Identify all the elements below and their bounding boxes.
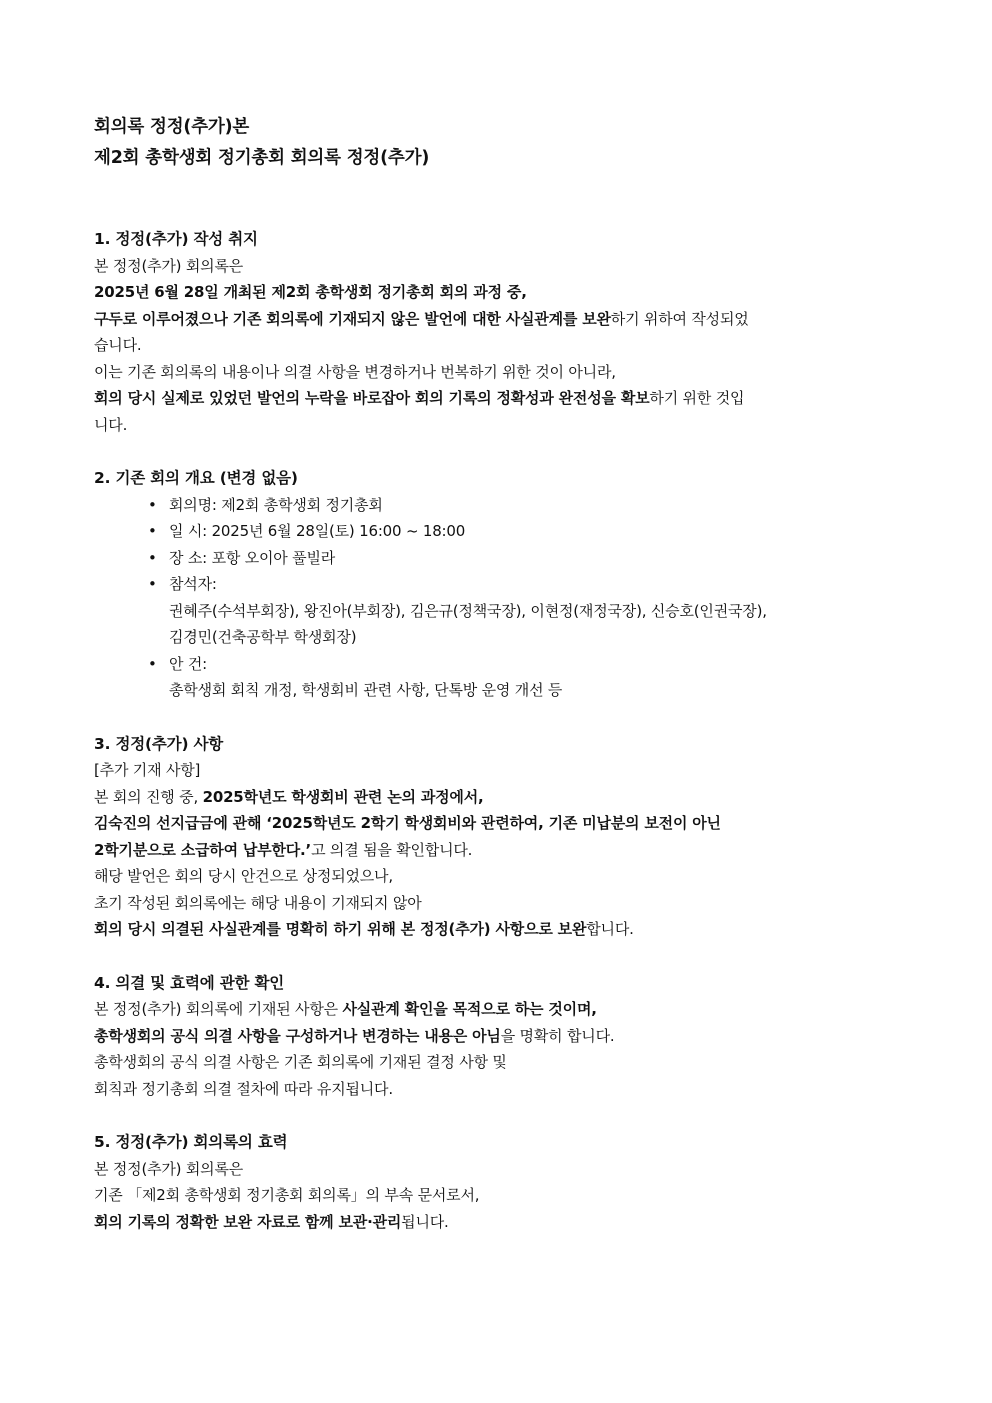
paragraph-line [94, 1023, 894, 1050]
list-item-meeting-name: • 회의명: 제2회 총학생회 정기총회 [148, 492, 894, 519]
paragraph-line [94, 784, 894, 811]
plain-text: 을 명확히 합니다. [500, 1026, 615, 1045]
paragraph-line: 회칙과 정기총회 의결 절차에 따라 유지됩니다. [94, 1079, 393, 1098]
document-body [94, 112, 894, 1235]
overview-list [94, 492, 894, 704]
bullet-icon: • [148, 654, 157, 673]
agenda-line: 총학생회 회칙 개정, 학생회비 관련 사항, 단톡방 운영 개선 등 [169, 681, 563, 699]
bold-text: 총학생회의 공식 의결 사항을 구성하거나 변경하는 내용은 아님 [94, 1026, 501, 1045]
bold-text: 회의 당시 실제로 있었던 발언의 누락을 바로잡아 회의 기록의 정확성과 완전성을 확보 [94, 389, 650, 407]
paragraph-line: 초기 작성된 회의록에는 해당 내용이 기재되지 않아 [94, 893, 422, 912]
paragraph-line: 2025년 6월 28일 개최된 제2회 총학생회 정기총회 회의 과정 중, [94, 283, 527, 301]
paragraph-line: 김숙진의 선지급금에 관해 ‘2025학년도 2학기 학생회비와 관련하여, 기존 미납분의 보전이 아닌 [94, 814, 721, 832]
section-heading: 3. 정정(추가) 사항 [94, 734, 224, 753]
section-purpose [94, 226, 894, 438]
paragraph-line [94, 916, 894, 943]
paragraph-line: 총학생회의 공식 의결 사항은 기존 회의록에 기재된 결정 사항 및 [94, 1053, 507, 1071]
bullet-icon: • [148, 495, 157, 514]
section-correction [94, 731, 894, 943]
paragraph-line: 이는 기존 회의록의 내용이나 의결 사항을 변경하거나 번복하기 위한 것이 아니라, [94, 362, 616, 381]
document-title-line2: 제2회 총학생회 정기총회 회의록 정정(추가) [94, 148, 430, 168]
paragraph-line: 습니다. [94, 336, 142, 354]
bold-text: 사실관계 확인을 목적으로 하는 것이며, [342, 1000, 597, 1018]
attendees-line: 김경민(건축공학부 학생회장) [169, 628, 357, 646]
paragraph-line [94, 306, 894, 333]
section-heading: 2. 기존 회의 개요 (변경 없음) [94, 469, 298, 487]
plain-text: 합니다. [586, 920, 634, 938]
paragraph-line: 해당 발언은 회의 당시 안건으로 상정되었으나, [94, 867, 393, 885]
section-heading: 5. 정정(추가) 회의록의 효력 [94, 1133, 288, 1151]
plain-text: 본 정정(추가) 회의록에 기재된 사항은 [94, 1000, 343, 1018]
attendees-line: 권혜주(수석부회장), 왕진아(부회장), 김은규(정책국장), 이현정(재정국장), 신승호(인권국장), [169, 601, 767, 620]
paragraph-line: 본 정정(추가) 회의록은 [94, 256, 244, 275]
correction-tag: [추가 기재 사항] [94, 761, 201, 779]
list-item-datetime: • 일 시: 2025년 6월 28일(토) 16:00 ~ 18:00 [148, 518, 894, 545]
bullet-icon: • [148, 522, 157, 540]
section-heading: 1. 정정(추가) 작성 취지 [94, 230, 258, 248]
paragraph-line: 니다. [94, 415, 128, 434]
paragraph-line [94, 385, 894, 412]
paragraph-line [94, 1209, 894, 1236]
section-document-effect [94, 1129, 894, 1235]
list-item-place: • 장 소: 포항 오이아 풀빌라 [148, 545, 894, 572]
bullet-icon: • [148, 575, 157, 593]
bullet-icon: • [148, 548, 157, 567]
list-item-agenda: • 안 건: 총학생회 회칙 개정, 학생회비 관련 사항, 단톡방 운영 개선 등 [148, 651, 894, 704]
bold-text: 2학기분으로 소급하여 납부한다.’ [94, 840, 312, 859]
paragraph-line [94, 837, 894, 864]
plain-text: 됩니다. [401, 1212, 449, 1231]
bold-text: 회의 기록의 정확한 보완 자료로 함께 보관·관리 [94, 1212, 402, 1231]
section-resolution-effect [94, 970, 894, 1103]
paragraph-line [94, 996, 894, 1023]
paragraph-line: 기존 「제2회 총학생회 정기총회 회의록」의 부속 문서로서, [94, 1186, 480, 1204]
plain-text: 하기 위하여 작성되었 [610, 309, 749, 328]
bold-text: 회의 당시 의결된 사실관계를 명확히 하기 위해 본 정정(추가) 사항으로 보완 [94, 920, 587, 938]
plain-text: 본 회의 진행 중, [94, 787, 203, 806]
plain-text: 고 의결 됨을 확인합니다. [311, 840, 473, 859]
plain-text: 하기 위한 것입 [649, 389, 745, 407]
section-heading: 4. 의결 및 효력에 관한 확인 [94, 973, 284, 992]
list-item-attendees: • 참석자: 권혜주(수석부회장), 왕진아(부회장), 김은규(정책국장), 이현정(재정국장), 신승호(인권국장), 김경민(건축공학부 학생회장) [148, 571, 894, 651]
section-meeting-overview [94, 465, 894, 704]
bold-text: 구두로 이루어졌으나 기존 회의록에 기재되지 않은 발언에 대한 사실관계를 보완 [94, 309, 611, 328]
paragraph-line: 본 정정(추가) 회의록은 [94, 1159, 244, 1178]
document-title-line1: 회의록 정정(추가)본 [94, 117, 250, 137]
bold-text: 2025학년도 학생회비 관련 논의 과정에서, [202, 787, 484, 806]
